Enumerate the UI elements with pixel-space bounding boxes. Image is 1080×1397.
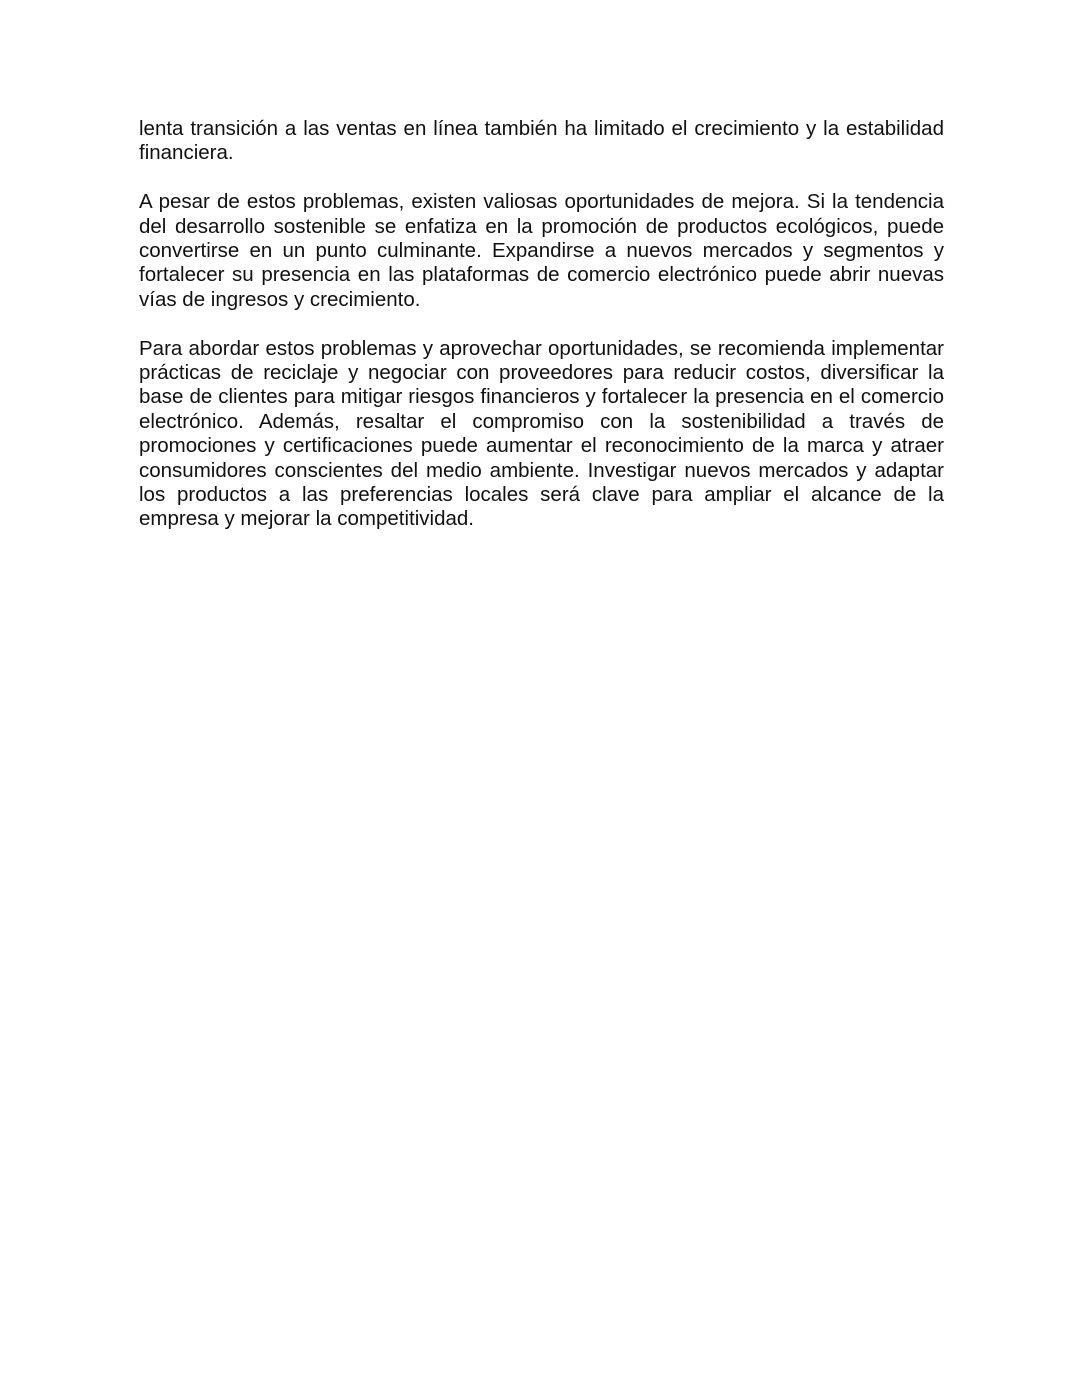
paragraph-continuation: lenta transición a las ventas en línea también ha limitado el crecimiento y la estabilidad financiera.	[139, 117, 944, 165]
paragraph-recommendations: Para abordar estos problemas y aprovechar oportunidades, se recomienda implementar prácticas de reciclaje y negociar con proveedores para reducir costos, diversificar la base de clientes para mitigar riesgos financieros y fortalecer la presencia en el comercio electrónico. Además, resaltar el compromiso con la sostenibilidad a través de promociones y certificaciones puede aumentar el reconocimiento de la marca y atraer consumidores conscientes del medio ambiente. Investigar nuevos mercados y adaptar los productos a las preferencias locales será clave para ampliar el alcance de la empresa y mejorar la competitividad.	[139, 336, 944, 531]
document-body	[139, 117, 944, 556]
paragraph-opportunities: A pesar de estos problemas, existen valiosas oportunidades de mejora. Si la tendencia del desarrollo sostenible se enfatiza en la promoción de productos ecológicos, puede convertirse en un punto culminante. Expandirse a nuevos mercados y segmentos y fortalecer su presencia en las plataformas de comercio electrónico puede abrir nuevas vías de ingresos y crecimiento.	[139, 190, 944, 311]
